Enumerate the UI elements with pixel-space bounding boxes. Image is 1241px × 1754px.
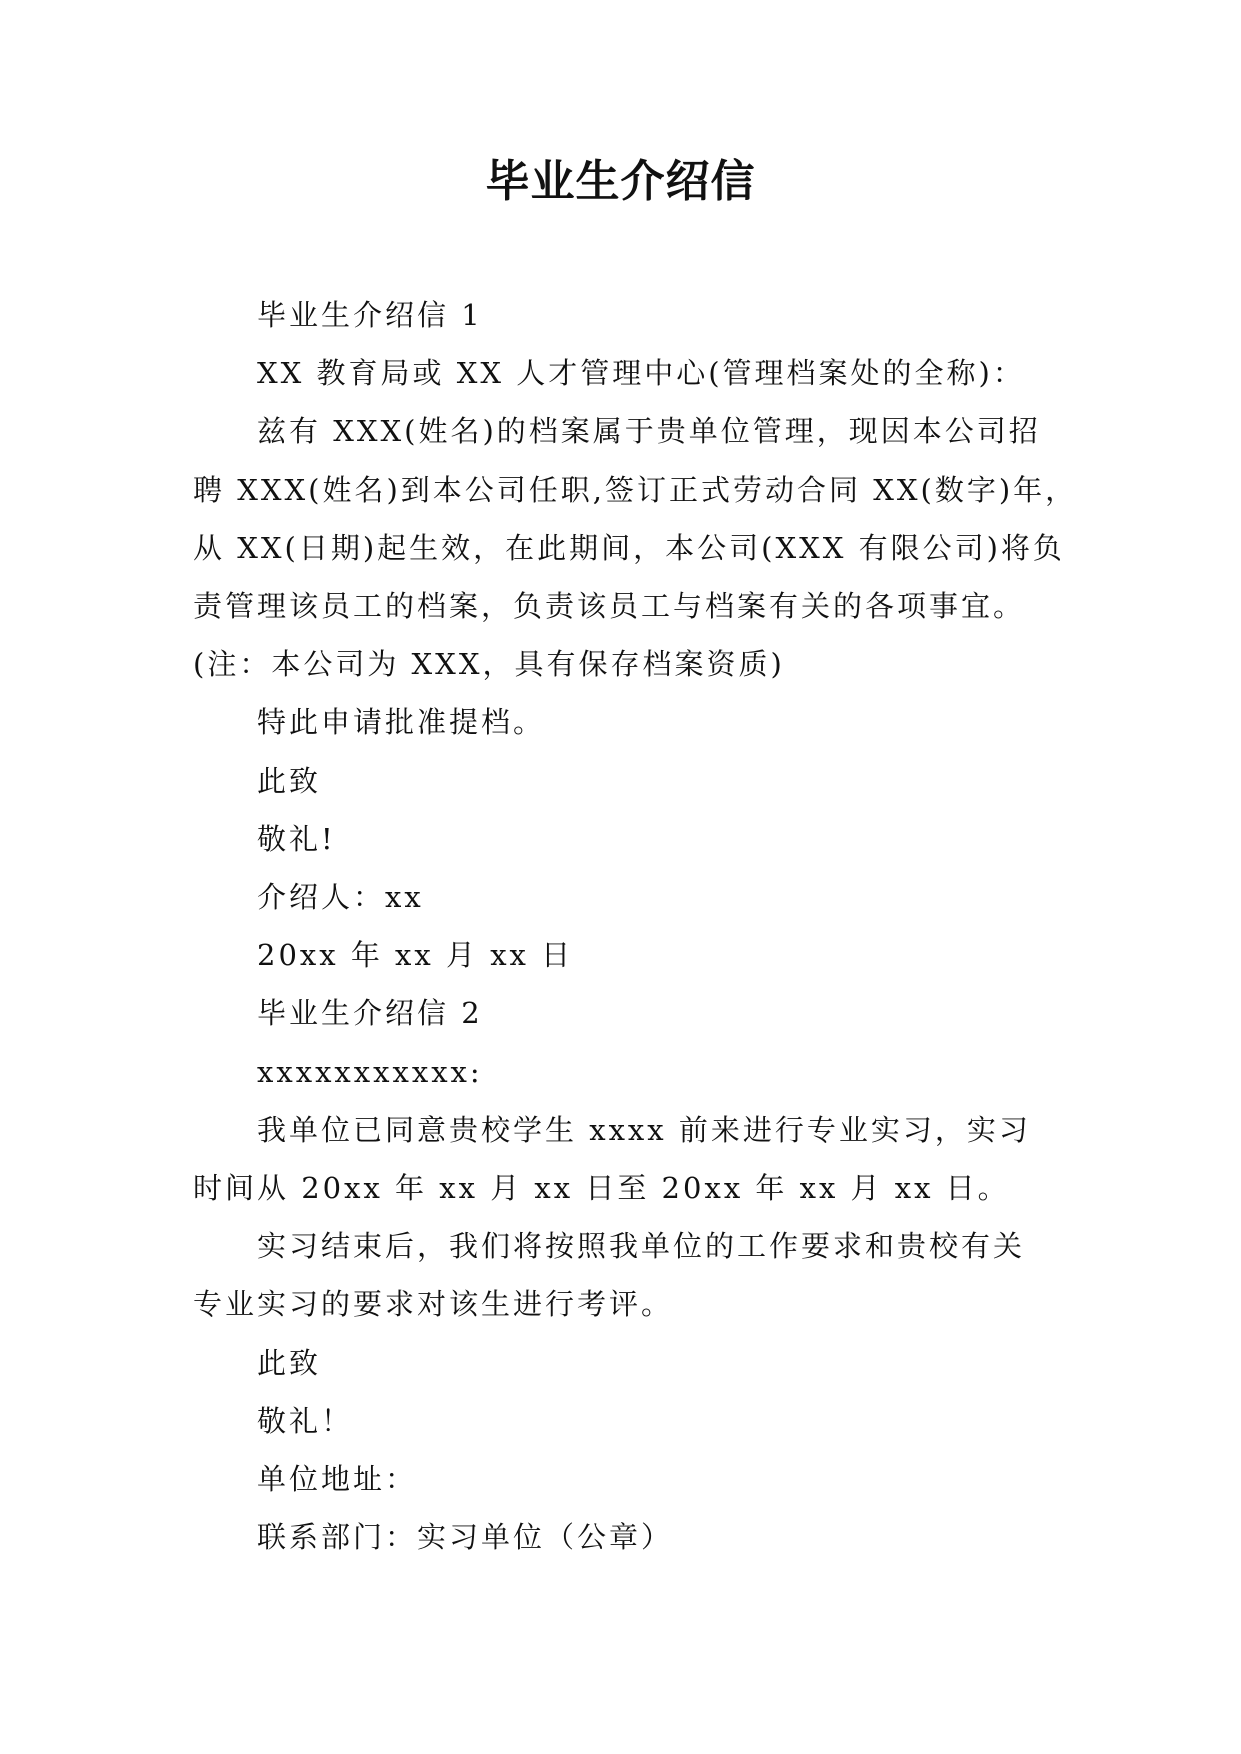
letter-1-request: 特此申请批准提档。 xyxy=(257,705,546,740)
letter-1-salutation: XX 教育局或 XX 人才管理中心(管理档案处的全称)： xyxy=(257,356,1025,391)
document-body xyxy=(193,286,1078,1566)
letter-1-paragraph-line: 责管理该员工的档案，负责该员工与档案有关的各项事宜。 xyxy=(193,589,1026,624)
letter-1-paragraph-line: 从 XX(日期)起生效，在此期间，本公司(XXX 有限公司)将负 xyxy=(193,530,1065,565)
document-title: 毕业生介绍信 xyxy=(485,156,756,207)
letter-2-closing: 此致 xyxy=(257,1345,322,1380)
letter-2-paragraph-line: 时间从 20xx 年 xx 月 xx 日至 20xx 年 xx 月 xx 日。 xyxy=(193,1171,1010,1206)
letter-2-regards: 敬礼！ xyxy=(257,1403,354,1438)
letter-1-paragraph-line: 聘 XXX(姓名)到本公司任职,签订正式劳动合同 XX(数字)年， xyxy=(193,472,1078,507)
letter-2-paragraph-line: 我单位已同意贵校学生 xxxx 前来进行专业实习，实习 xyxy=(257,1112,1031,1147)
letter-2-salutation: xxxxxxxxxxx: xyxy=(257,1054,483,1089)
letter-1-note: (注：本公司为 XXX，具有保存档案资质) xyxy=(193,647,785,682)
letter-2-contact-department: 联系部门：实习单位（公章） xyxy=(257,1520,674,1555)
letter-1-regards: 敬礼! xyxy=(257,821,336,856)
letter-1-introducer: 介绍人：xx xyxy=(257,880,424,915)
letter-2-address: 单位地址： xyxy=(257,1462,418,1497)
letter-1-date: 20xx 年 xx 月 xx 日 xyxy=(257,938,574,973)
letter-1-closing: 此致 xyxy=(257,763,322,798)
letter-1-paragraph-line: 兹有 XXX(姓名)的档案属于贵单位管理，现因本公司招 xyxy=(257,414,1041,449)
letter-2-paragraph-line: 实习结束后，我们将按照我单位的工作要求和贵校有关 xyxy=(257,1229,1026,1264)
letter-2-paragraph-line: 专业实习的要求对该生进行考评。 xyxy=(193,1287,674,1322)
letter-1-heading: 毕业生介绍信 1 xyxy=(257,298,483,332)
letter-2-heading: 毕业生介绍信 2 xyxy=(257,996,483,1031)
